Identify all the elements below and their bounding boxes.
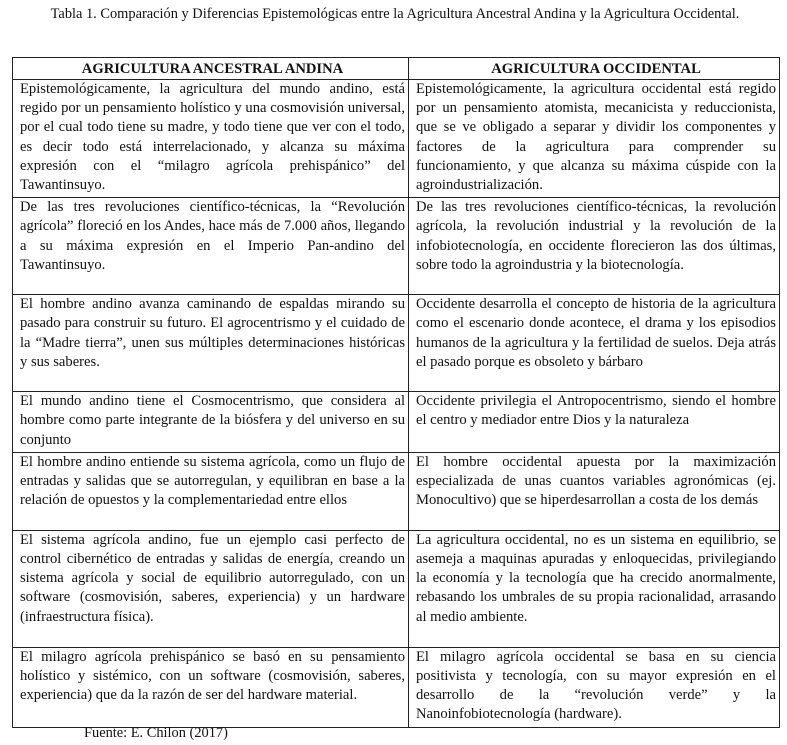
- cell-occidental: Occidente desarrolla el concepto de historia de la agricultura como el escenario donde acontece, el drama y los episodios humanos de la agricultura y la fertilidad de suelos. Deja atrás el pasado porque es obsoleto y bárbaro: [409, 295, 780, 392]
- table-row: [13, 452, 780, 530]
- source-citation: Fuente: E. Chilon (2017): [84, 725, 228, 741]
- cell-occidental: El hombre occidental apuesta por la maximización especializada de unas cuantos variables agronómicas (ej. Monocultivo) que se hiperdesarrollan a costa de los demás: [409, 452, 780, 530]
- cell-occidental: El milagro agrícola occidental se basa en su ciencia positivista y tecnología, con su mayor expresión en el desarrollo de la “revolución verde” y la Nanoinfobiotecnología (hardware).: [409, 647, 780, 727]
- cell-occidental: De las tres revoluciones científico-técnicas, la revolución agrícola, la revolución industrial y la revolución de la infobiotecnología, en occidente florecieron las dos últimas, sobre todo la agroindustria y la biotecnología.: [409, 198, 780, 295]
- table-row: [13, 295, 780, 392]
- cell-andina: El milagro agrícola prehispánico se basó en su pensamiento holístico y sistémico, con un software (cosmovisión, saberes, experiencia) que da la razón de ser del hardware material.: [13, 647, 409, 727]
- cell-occidental: Epistemológicamente, la agricultura occidental está regido por un pensamiento atomista, mecanicista y reduccionista, que se ve obligado a separar y dividir los componentes y factores de la agricultura para comprender su funcionamiento, y que alcanza su máxima cúspide con la agroindustrialización.: [409, 80, 780, 198]
- table-row: [13, 530, 780, 647]
- cell-andina: El sistema agrícola andino, fue un ejemplo casi perfecto de control cibernético de entradas y salidas de energía, creando un sistema agrícola y social de equilibrio autorregulado, con un software (cosmovisión, saberes, experiencia) y un hardware (infraestructura física).: [13, 530, 409, 647]
- cell-occidental: Occidente privilegia el Antropocentrismo, siendo el hombre el centro y mediador entre Dios y la naturaleza: [409, 392, 780, 453]
- header-agricultura-occidental: AGRICULTURA OCCIDENTAL: [409, 58, 780, 80]
- cell-andina: De las tres revoluciones científico-técnicas, la “Revolución agrícola” floreció en los Andes, hace más de 7.000 años, llegando a su máxima expresión en el Imperio Pan-andino del Tawantinsuyo.: [13, 198, 409, 295]
- table-row: [13, 198, 780, 295]
- comparison-table: [12, 57, 780, 728]
- cell-andina: El hombre andino entiende su sistema agrícola, como un flujo de entradas y salidas que se autorregulan, y equilibran en base a la relación de opuestos y la complementariedad entre ellos: [13, 452, 409, 530]
- table-row: [13, 80, 780, 198]
- table-row: [13, 647, 780, 727]
- cell-andina: El mundo andino tiene el Cosmocentrismo, que considera al hombre como parte integrante de la biósfera y del universo en su conjunto: [13, 392, 409, 453]
- cell-andina: El hombre andino avanza caminando de espaldas mirando su pasado para construir su futuro. El agrocentrismo y el cuidado de la “Madre tierra”, unen sus múltiples determinaciones históricas y sus saberes.: [13, 295, 409, 392]
- cell-andina: Epistemológicamente, la agricultura del mundo andino, está regido por un pensamiento holístico y una cosmovisión universal, por el cual todo tiene su madre, y todo tiene que ver con el todo, es decir todo está interrelacionado, y alcanza su máxima expresión con el “milagro agrícola prehispánico” del Tawantinsuyo.: [13, 80, 409, 198]
- header-agricultura-andina: AGRICULTURA ANCESTRAL ANDINA: [13, 58, 409, 80]
- table-caption: Tabla 1. Comparación y Diferencias Epistemológicas entre la Agricultura Ancestral Andina y la Agricultura Occidental.: [50, 6, 740, 22]
- cell-occidental: La agricultura occidental, no es un sistema en equilibrio, se asemeja a maquinas apuradas y enloquecidas, privilegiando la economía y la tecnología que ha crecido anormalmente, rebasando los umbrales de su propia racionalidad, arrasando al medio ambiente.: [409, 530, 780, 647]
- table-row: [13, 392, 780, 453]
- table-header-row: [13, 58, 780, 80]
